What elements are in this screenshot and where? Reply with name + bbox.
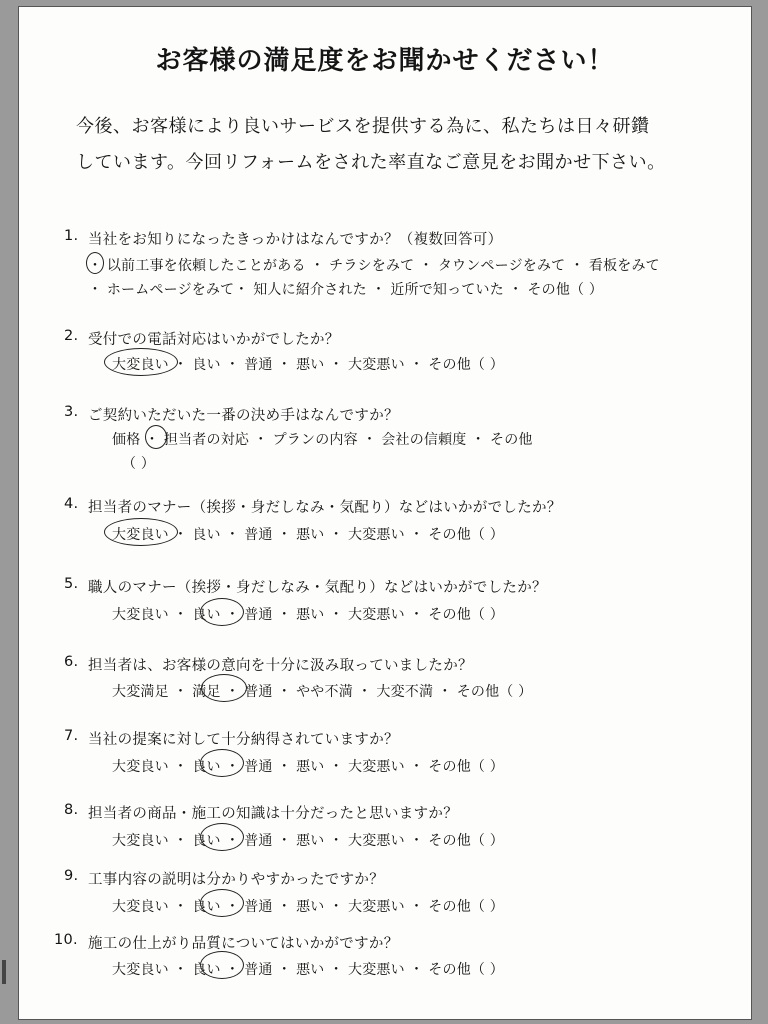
handwritten-circle-mark xyxy=(200,598,244,626)
question-9-number: 9. xyxy=(64,868,79,884)
question-8-options: 大変良い ・ 良い ・ 普通 ・ 悪い ・ 大変悪い ・ その他（ ） xyxy=(112,833,504,849)
question-5-text: 職人のマナー（挨拶・身だしなみ・気配り）などはいかがでしたか？ xyxy=(88,580,547,596)
question-3-options-line-1: 価格 ・ 担当者の対応 ・ プランの内容 ・ 会社の信頼度 ・ その他 xyxy=(112,432,533,448)
question-1-options-line-1: ・ 以前工事を依頼したことがある ・ チラシをみて ・ タウンページをみて ・ 看板をみて xyxy=(88,258,660,274)
handwritten-circle-mark xyxy=(200,951,244,979)
handwritten-circle-mark xyxy=(200,823,244,851)
question-10-text: 施工の仕上がり品質についてはいかがですか？ xyxy=(88,936,399,952)
page-title: お客様の満足度をお聞かせください！ xyxy=(155,46,615,76)
handwritten-circle-mark xyxy=(104,348,178,376)
question-3-text: ご契約いただいた一番の決め手はなんですか？ xyxy=(88,408,399,424)
question-1-options-line-2: ・ ホームページをみて・ 知人に紹介された ・ 近所で知っていた ・ その他（ ） xyxy=(88,282,604,298)
question-9-options: 大変良い ・ 良い ・ 普通 ・ 悪い ・ 大変悪い ・ その他（ ） xyxy=(112,899,504,915)
question-7-options: 大変良い ・ 良い ・ 普通 ・ 悪い ・ 大変悪い ・ その他（ ） xyxy=(112,759,504,775)
handwritten-circle-mark xyxy=(104,518,178,546)
question-9-text: 工事内容の説明は分かりやすかったですか？ xyxy=(88,872,384,888)
question-1-number: 1. xyxy=(64,228,79,244)
question-2-number: 2. xyxy=(64,328,79,344)
question-8-text: 担当者の商品・施工の知識は十分だったと思いますか？ xyxy=(88,806,458,822)
handwritten-circle-mark xyxy=(145,425,167,449)
question-4-number: 4. xyxy=(64,496,79,512)
question-2-options: 大変良い ・ 良い ・ 普通 ・ 悪い ・ 大変悪い ・ その他（ ） xyxy=(112,357,504,373)
question-4-text: 担当者のマナー（挨拶・身だしなみ・気配り）などはいかがでしたか？ xyxy=(88,500,562,516)
survey-sheet xyxy=(18,6,752,1020)
handwritten-circle-mark xyxy=(200,889,244,917)
question-4-options: 大変良い ・ 良い ・ 普通 ・ 悪い ・ 大変悪い ・ その他（ ） xyxy=(112,527,504,543)
handwritten-circle-mark xyxy=(201,674,247,702)
question-7-number: 7. xyxy=(64,728,79,744)
question-6-text: 担当者は、お客様の意向を十分に汲み取っていましたか？ xyxy=(88,658,473,674)
question-10-number: 10. xyxy=(54,932,78,948)
intro-line-2: しています。今回リフォームをされた率直なご意見をお聞かせ下さい。 xyxy=(76,152,666,173)
question-2-text: 受付での電話対応はいかがでしたか？ xyxy=(88,332,340,348)
question-6-options: 大変満足 ・ 満足 ・ 普通 ・ やや不満 ・ 大変不満 ・ その他（ ） xyxy=(112,684,533,700)
handwritten-circle-mark xyxy=(86,252,104,274)
question-6-number: 6. xyxy=(64,654,79,670)
handwritten-circle-mark xyxy=(200,749,244,777)
question-3-number: 3. xyxy=(64,404,79,420)
scan-edge-mark xyxy=(2,960,6,984)
question-5-options: 大変良い ・ 良い ・ 普通 ・ 悪い ・ 大変悪い ・ その他（ ） xyxy=(112,607,504,623)
question-5-number: 5. xyxy=(64,576,79,592)
question-3-options-line-2: （ ） xyxy=(122,456,156,472)
question-1-text: 当社をお知りになったきっかけはなんですか？（複数回答可） xyxy=(88,232,503,248)
question-7-text: 当社の提案に対して十分納得されていますか？ xyxy=(88,732,399,748)
question-8-number: 8. xyxy=(64,802,79,818)
question-10-options: 大変良い ・ 良い ・ 普通 ・ 悪い ・ 大変悪い ・ その他（ ） xyxy=(112,962,504,978)
intro-line-1: 今後、お客様により良いサービスを提供する為に、私たちは日々研鑽 xyxy=(76,116,650,137)
